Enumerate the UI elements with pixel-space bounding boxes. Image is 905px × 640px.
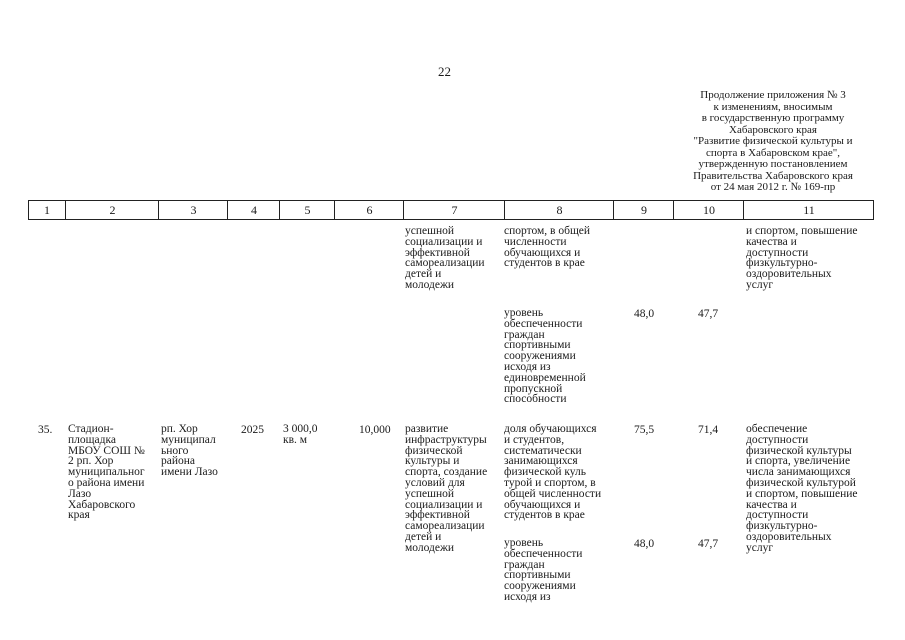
appendix-line: "Развитие физической культуры и bbox=[693, 135, 853, 147]
carryover-col8-share: спортом, в общей численности обучающихся и студентов в крае bbox=[504, 225, 591, 270]
column-header-1: 1 bbox=[44, 203, 50, 217]
appendix-line: утвержденную постановлением bbox=[698, 158, 848, 170]
appendix-line: к изменениям, вносимым bbox=[713, 100, 833, 113]
column-header-8: 8 bbox=[504, 201, 614, 219]
carryover-col10-value: 47,7 bbox=[698, 308, 719, 320]
row35-indicator-provision: уровень обеспеченности граждан спортивными сооружениями исходя из bbox=[504, 537, 583, 603]
row35-year: 2025 bbox=[241, 424, 264, 436]
appendix-line: Хабаровского края bbox=[729, 123, 817, 136]
row35-share-value-9: 75,5 bbox=[634, 424, 655, 436]
row35-location: рп. Хор муниципал ьного района имени Лазо bbox=[161, 423, 218, 479]
row35-funding: 10,000 bbox=[359, 424, 391, 436]
column-header-5: 5 bbox=[279, 201, 335, 219]
row35-number: 35. bbox=[38, 424, 53, 436]
appendix-line: от 24 мая 2012 г. № 169-пр bbox=[710, 181, 836, 193]
column-header-11: 11 bbox=[743, 201, 874, 219]
appendix-line: спорта в Хабаровском крае", bbox=[705, 146, 841, 159]
row35-provision-value-10: 47,7 bbox=[698, 538, 719, 550]
row35-goal: развитие инфраструктуры физической культуры и спорта, создание условий для успешной социализации и эффективной самореализации детей и молодежи bbox=[405, 423, 488, 554]
row35-result: обеспечение доступности физической культуры и спорта, увеличение числа занимающихся физической культурой и спортом, повышение качества и доступности физкультурно- оздоровительных услуг bbox=[746, 423, 858, 554]
page-number: 22 bbox=[438, 64, 451, 79]
row35-object-name: Стадион- площадка МБОУ СОШ № 2 рп. Хор муниципальног о района имени Лазо Хабаровского края bbox=[68, 423, 145, 522]
carryover-col7: успешной социализации и эффективной самореализации детей и молодежи bbox=[405, 225, 485, 291]
row35-capacity: 3 000,0 кв. м bbox=[283, 423, 318, 446]
column-header-7: 7 bbox=[403, 201, 505, 219]
row35-indicator-share: доля обучающихся и студентов, систематически занимающихся физической куль турой и спортом, в общей численности обучающихся и студентов в крае bbox=[504, 423, 602, 522]
column-header-10: 10 bbox=[673, 201, 744, 219]
column-header-9: 9 bbox=[613, 201, 674, 219]
carryover-col8-provision: уровень обеспеченности граждан спортивными сооружениями исходя из единовременной пропускной способности bbox=[504, 307, 586, 406]
column-header-4: 4 bbox=[227, 201, 280, 219]
appendix-line: Правительства Хабаровского края bbox=[693, 169, 853, 182]
carryover-col11: и спортом, повышение качества и доступности физкультурно- оздоровительных услуг bbox=[746, 225, 858, 291]
column-header-6: 6 bbox=[334, 201, 404, 219]
row35-share-value-10: 71,4 bbox=[698, 424, 719, 436]
appendix-note bbox=[672, 90, 874, 194]
column-header-3: 3 bbox=[158, 201, 228, 219]
appendix-line: Продолжение приложения № 3 bbox=[700, 89, 846, 101]
carryover-col9-value: 48,0 bbox=[634, 308, 655, 320]
table-header-row bbox=[28, 200, 874, 220]
column-header-2: 2 bbox=[65, 201, 159, 219]
row35-provision-value-9: 48,0 bbox=[634, 538, 655, 550]
appendix-line: в государственную программу bbox=[701, 112, 845, 124]
